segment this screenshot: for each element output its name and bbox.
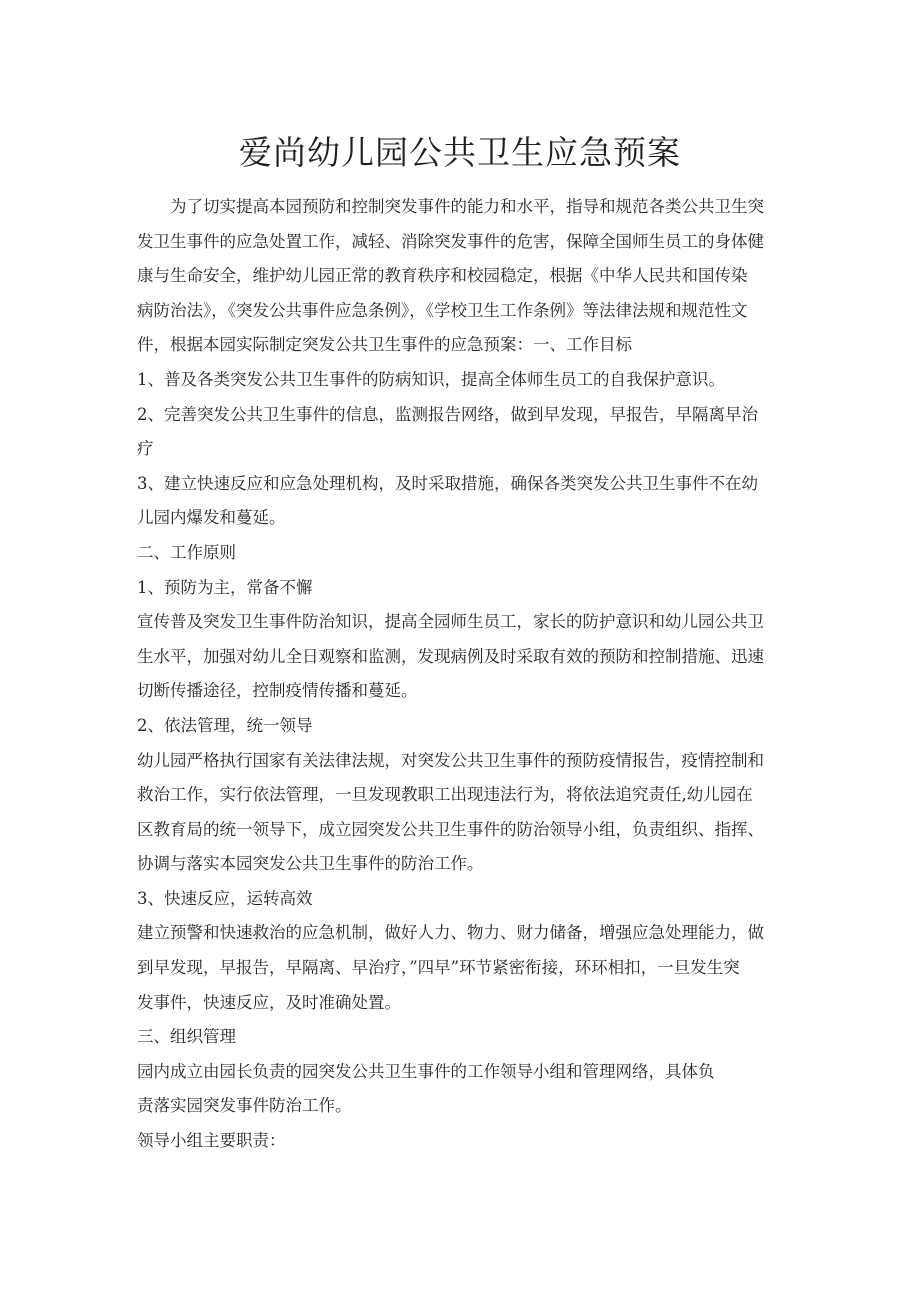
principle-1-line: 宣传普及突发卫生事件防治知识，提高全园师生员工，家长的防护意识和幼儿园公共卫 xyxy=(137,612,764,632)
document-title: 爱尚幼儿园公共卫生应急预案 xyxy=(239,133,681,173)
section-3-heading xyxy=(137,1020,797,1055)
goal-3-line: 儿园内爆发和蔓延。 xyxy=(137,508,286,528)
goal-item-1 xyxy=(137,363,797,398)
principle-3-line: 发事件，快速反应，及时准确处置。 xyxy=(137,992,401,1012)
principle-1-heading xyxy=(137,571,797,606)
intro-paragraph xyxy=(137,190,797,363)
goal-1-text: 1、普及各类突发公共卫生事件的防病知识，提高全体师生员工的自我保护意识。 xyxy=(137,369,725,389)
principle-3-paragraph xyxy=(137,916,797,1020)
principle-heading-text: 3、快速反应，运转高效 xyxy=(137,888,313,908)
principle-1-paragraph xyxy=(137,605,797,709)
section-heading-text: 二、工作原则 xyxy=(137,542,236,562)
principle-1-line: 切断传播途径，控制疫情传播和蔓延。 xyxy=(137,681,418,701)
principle-3-line: 到早发现，早报告，早隔离、早治疗，”四早”环节紧密衔接，环环相扣，一旦发生突 xyxy=(137,958,740,978)
goal-item-2 xyxy=(137,398,797,467)
principle-3-line: 建立预警和快速救治的应急机制，做好人力、物力、财力储备，增强应急处理能力，做 xyxy=(137,923,764,943)
principle-2-paragraph xyxy=(137,744,797,882)
principle-2-line: 幼儿园严格执行国家有关法律法规，对突发公共卫生事件的预防疫情报告，疫情控制和 xyxy=(137,750,764,770)
intro-line: 发卫生事件的应急处置工作，减轻、消除突发事件的危害，保障全国师生员工的身体健 xyxy=(137,231,764,251)
principle-1-line: 生水平，加强对幼儿全日观察和监测，发现病例及时采取有效的预防和控制措施、迅速 xyxy=(137,646,764,666)
duties-heading xyxy=(137,1124,797,1159)
section-heading-text: 三、组织管理 xyxy=(137,1027,236,1047)
principle-heading-text: 2、依法管理，统一领导 xyxy=(137,715,313,735)
principle-2-heading xyxy=(137,709,797,744)
goal-item-3 xyxy=(137,467,797,536)
intro-line: 件，根据本园实际制定突发公共卫生事件的应急预案：一、工作目标 xyxy=(137,335,632,355)
principle-3-heading xyxy=(137,882,797,917)
section-2-heading xyxy=(137,536,797,571)
intro-line: 病防治法》，《突发公共事件应急条例》，《学校卫生工作条例》等法律法规和规范性文 xyxy=(137,300,748,320)
intro-line: 为了切实提高本园预防和控制突发事件的能力和水平，指导和规范各类公共卫生突 xyxy=(170,197,764,216)
duties-heading-text: 领导小组主要职责： xyxy=(137,1131,286,1151)
principle-2-line: 区教育局的统一领导下，成立园突发公共卫生事件的防治领导小组，负责组织、指挥、 xyxy=(137,819,764,839)
goal-3-line: 3、建立快速反应和应急处理机构，及时采取措施，确保各类突发公共卫生事件不在幼 xyxy=(137,473,758,493)
section-3-line: 园内成立由园长负责的园突发公共卫生事件的工作领导小组和管理网络，具体负 xyxy=(137,1061,715,1081)
document-body xyxy=(137,190,797,1159)
section-3-paragraph xyxy=(137,1055,797,1124)
section-3-line: 责落实园突发事件防治工作。 xyxy=(137,1096,352,1116)
intro-line: 康与生命安全，维护幼儿园正常的教育秩序和校园稳定，根据《中华人民共和国传染 xyxy=(137,266,748,286)
principle-2-line: 协调与落实本园突发公共卫生事件的防治工作。 xyxy=(137,854,484,874)
principle-2-line: 救治工作，实行依法管理，一旦发现教职工出现违法行为，将依法追究责任,幼儿园在 xyxy=(137,785,753,805)
principle-heading-text: 1、预防为主，常备不懈 xyxy=(137,577,313,597)
goal-2-line: 疗 xyxy=(137,439,154,459)
goal-2-line: 2、完善突发公共卫生事件的信息，监测报告网络，做到早发现，早报告，早隔离早治 xyxy=(137,404,758,424)
